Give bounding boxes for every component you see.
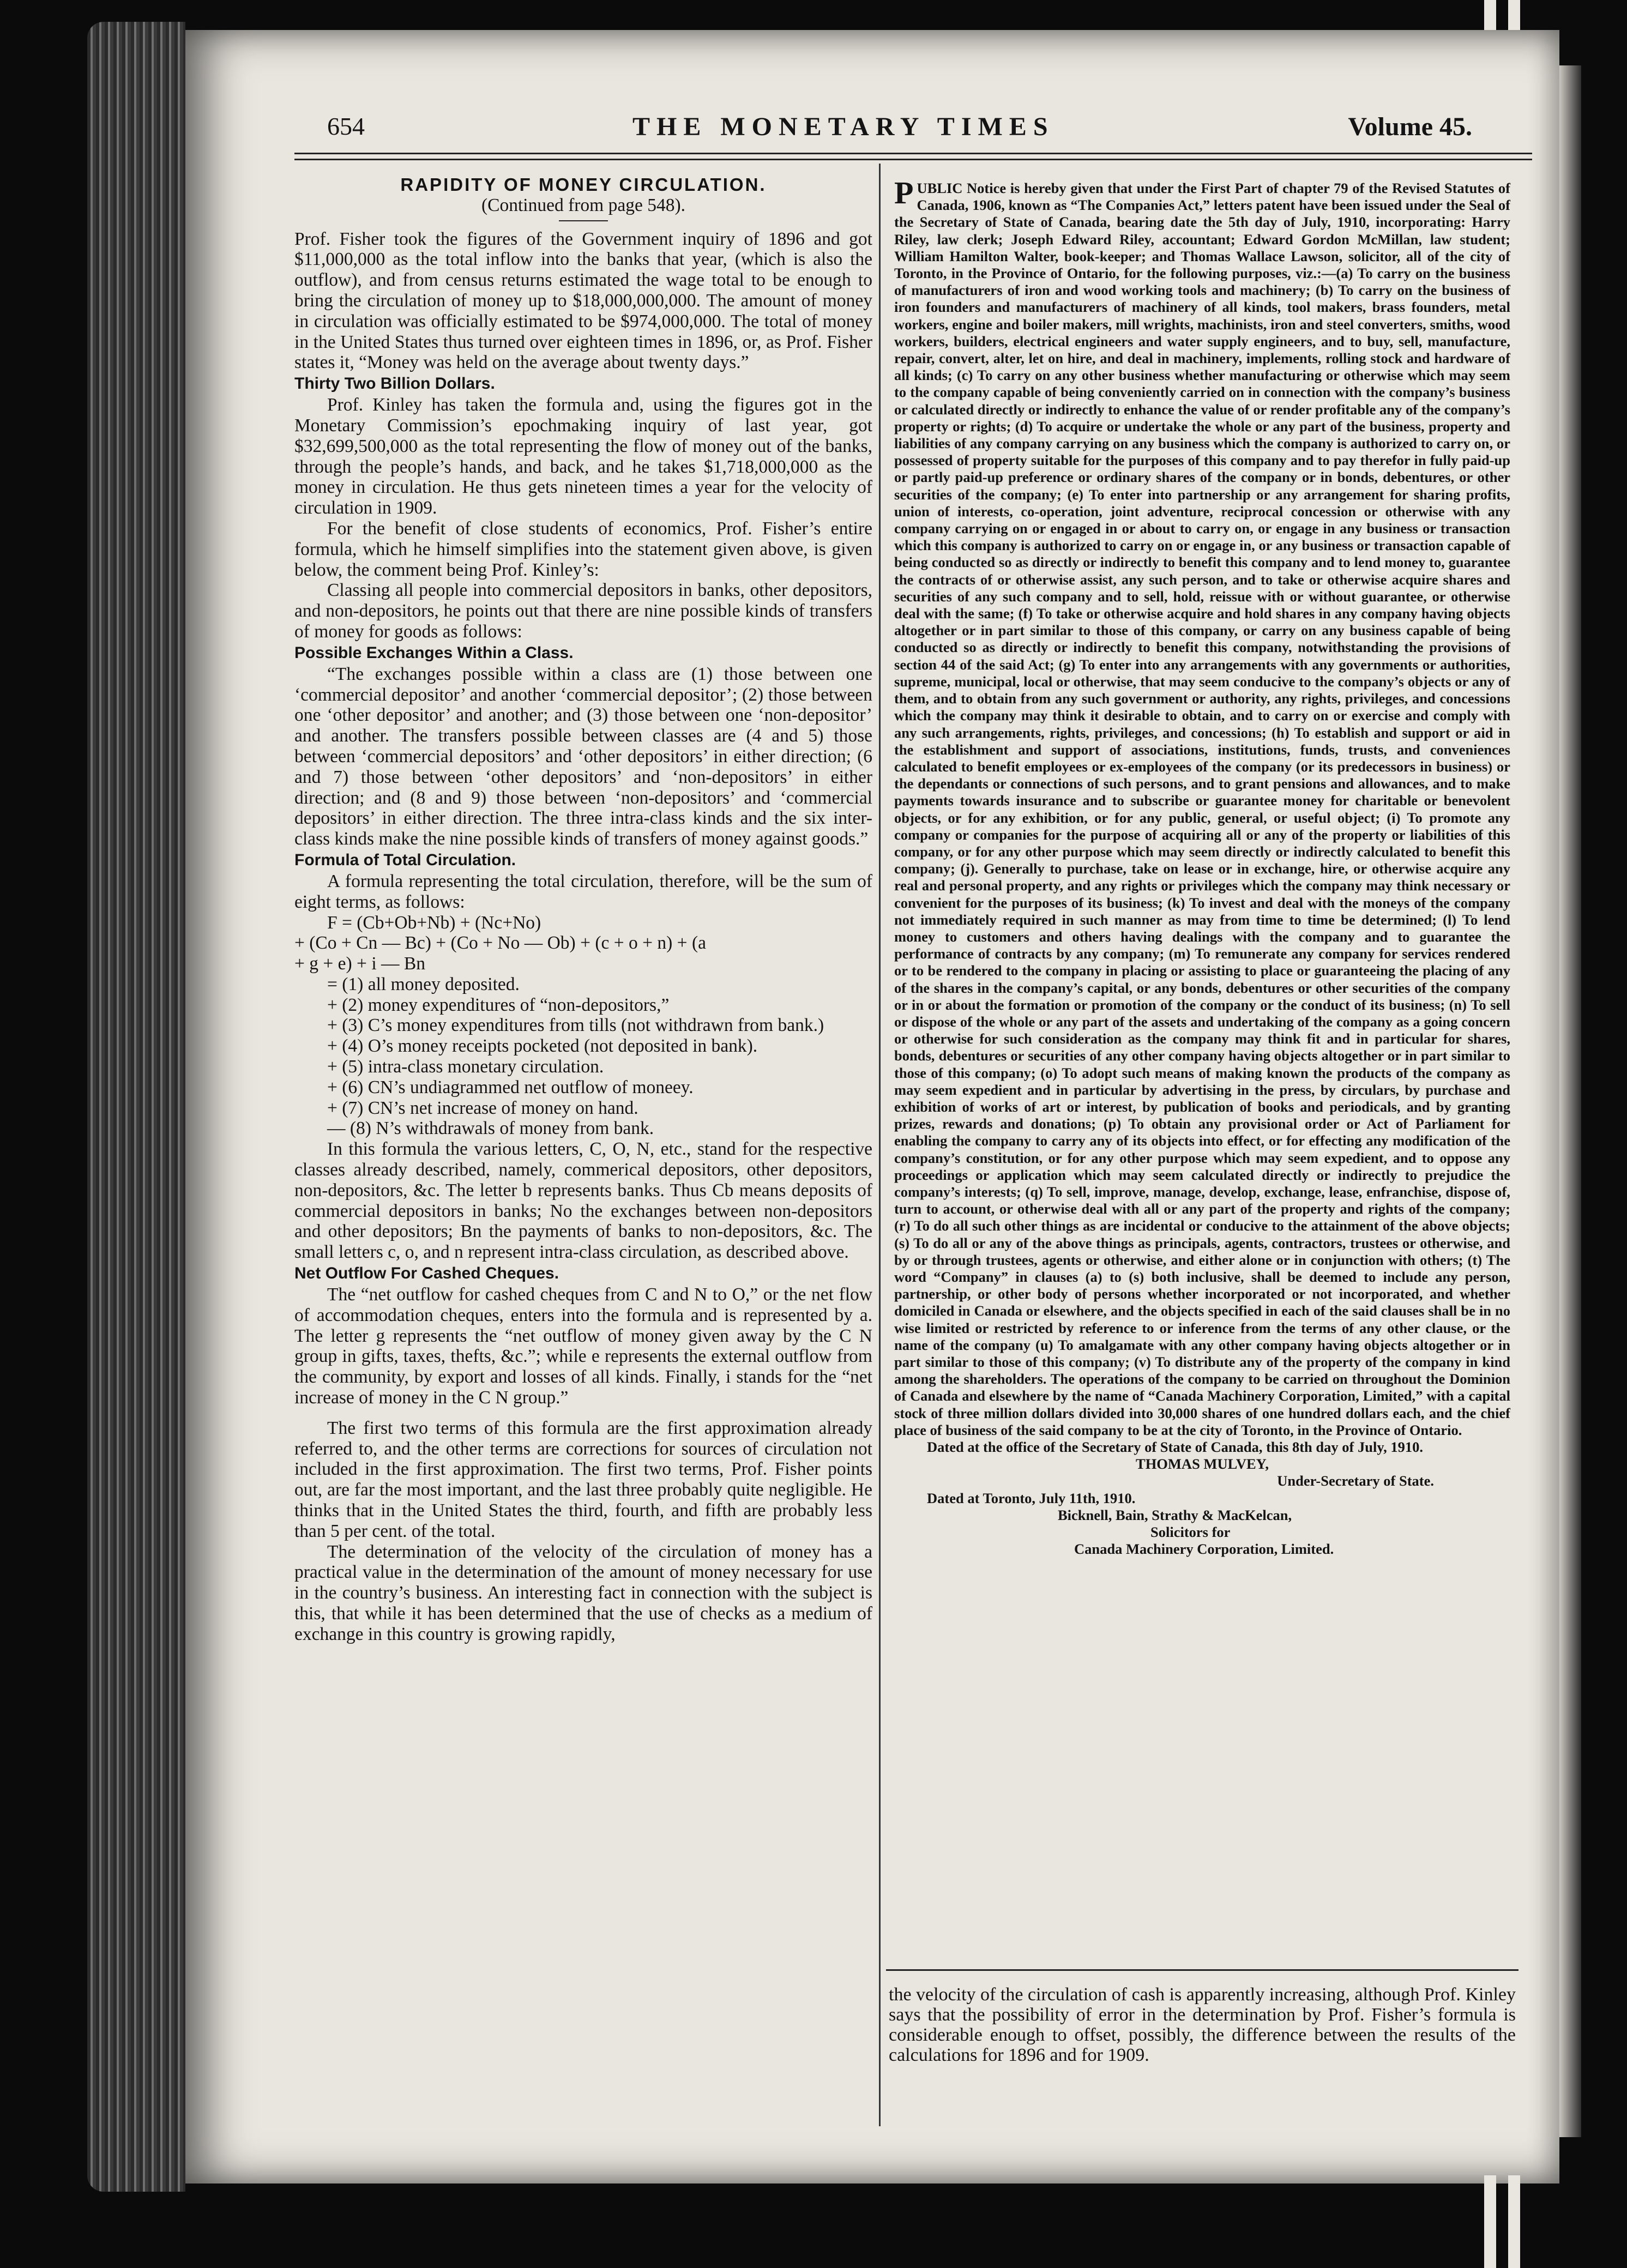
paragraph-classing: Classing all people into commercial depositors in banks, other depositors, and non-depositors, he points out that there are nine possible kinds of transfers of money for goods as follows: [294, 580, 872, 642]
formula-term: + (3) C’s money expenditures from tills (not withdrawn from bank.) [327, 1015, 824, 1036]
article-column [294, 174, 872, 1645]
scan-mark [1484, 2175, 1496, 2268]
page-number: 654 [327, 112, 365, 140]
paragraph-formula-intro: A formula representing the total circulation, therefore, will be the sum of eight terms, as follows: [294, 871, 872, 912]
title-rule [559, 220, 608, 221]
solicitor-firm: Bicknell, Bain, Strathy & MacKelcan, [1058, 1506, 1292, 1523]
book-spine-edge [87, 22, 185, 2192]
paragraph-benefit: For the benefit of close students of economics, Prof. Fisher’s entire formula, which he himself simplifies into the statement given above, is given below, the comment being Prof. Kinley’s: [294, 518, 872, 580]
notice-body [894, 175, 1510, 1439]
notice-dropcap: P [894, 175, 914, 210]
page-right-edge [1559, 65, 1581, 2137]
paragraph-kinley: Prof. Kinley has taken the formula and, using the figures got in the Monetary Commission’s epochmaking inquiry of last year, got $32,699,500,000 as the total representing the flow of money out of the banks, through the people’s hands, and back, and he takes $1,718,000,000 as the money in circulation. He thus gets nineteen times a year for the velocity of circulation in 1909. [294, 395, 872, 518]
formula-term: + (5) intra-class monetary circulation. [327, 1057, 604, 1077]
legal-notice [894, 175, 1510, 1558]
header-rule [294, 153, 1532, 160]
subheading-exchanges: Possible Exchanges Within a Class. [294, 643, 574, 662]
volume-label: Volume 45. [1348, 112, 1472, 141]
scan-mark [1484, 0, 1496, 30]
subheading-outflow: Net Outflow For Cashed Cheques. [294, 1264, 559, 1283]
formula-term: + (7) CN’s net increase of money on hand. [327, 1097, 638, 1118]
paragraph-intro: Prof. Fisher took the figures of the Government inquiry of 1896 and got $11,000,000 as the total inflow into the banks that year, (which is also the outflow), and from census returns estimated the wage total to be enough to bring the circulation of money up to $18,000,000,000. The amount of money in circulation was officially estimated to be $974,000,000. The total of money in the United States thus turned over eighteen times in 1896, or, as Prof. Fisher states it, “Money was held on the average about twenty days.” [294, 228, 872, 373]
formula-term: + (4) O’s money receipts pocketed (not deposited in bank). [327, 1036, 758, 1057]
article-title: RAPIDITY OF MONEY CIRCULATION. [400, 174, 767, 195]
paragraph-outflow: The “net outflow for cashed cheques from C and N to O,” or the net flow of accommodation cheques, enters into the formula and is represented by a. The letter g represents the “net outflow of money given away by the C N group in gifts, taxes, thefts, &c.”; while e represents the external outflow from the community, by export and losses of all kinds. Finally, i stands for the “net increase of money in the C N group.” [294, 1284, 872, 1408]
formula-term: + (6) CN’s undiagrammed net outflow of moneey. [327, 1077, 694, 1097]
formula-term: + (2) money expenditures of “non-depositors,” [327, 994, 670, 1015]
subheading-formula: Formula of Total Circulation. [294, 850, 516, 869]
paragraph-first-two: The first two terms of this formula are the first approximation already referred to, and the other terms are corrections for sources of circulation not included in the first approximation. The first two terms, Prof. Fisher points out, are far the most important, and the last three probably quite negligible. He thinks that in the United States the third, fourth, and fifth are probably less than 5 per cent. of the total. [294, 1417, 872, 1541]
running-header [327, 106, 1472, 155]
paragraph-determination: The determination of the velocity of the circulation of money has a practical value in the determination of the amount of money necessary for use in the country’s business. An interesting fact in connection with the subject is this, that while it has been determined that the use of checks as a medium of exchange in this country is growing rapidly, [294, 1541, 872, 1644]
formula-line: F = (Cb+Ob+Nb) + (Nc+No) [327, 912, 541, 933]
notice-dated-office: Dated at the office of the Secretary of State of Canada, this 8th day of July, 1910. [927, 1439, 1423, 1456]
continued-note: (Continued from page 548). [481, 195, 685, 215]
signatory-name: THOMAS MULVEY, [1136, 1456, 1269, 1473]
paragraph-letters: In this formula the various letters, C, O, N, etc., stand for the respective classes already described, namely, commerical depositors, other depositors, non-depositors, &c. The letter b represents banks. Thus Cb means deposits of commercial depositors in banks; No the exchanges between non-depositors and other depositors; Bn the payments of banks to non-depositors, &c. The small letters c, o, and n represent intra-class circulation, as described above. [294, 1139, 872, 1263]
notice-end-rule [886, 1969, 1518, 1971]
notice-text: UBLIC Notice is hereby given that under the First Part of chapter 79 of the Revised Statutes of Canada, 1906, known as “The Companies Act,” letters patent have been issued under the Seal of the Secretary of State of Canada, bearing date the 5th day of July, 1910, incorporating: Harry Riley, law clerk; Joseph Edward Riley, accountant; Edward Gordon McMillan, law student; William Hamilton Walter, book-keeper; and Thomas Wallace Lawson, solicitor, all of the city of Toronto, in the Province of Ontario, for the following purposes, viz.:—(a) To carry on the business of manufacturers of iron and wood working tools and machinery; (b) To carry on the business of iron founders and manufacturers of machinery of all kinds, tool makers, brass founders, metal workers, engine and boiler makers, mill wrights, machinists, iron and steel converters, smiths, wood workers, builders, electrical engineers and water supply engineers, and to buy, sell, manufacture, repair, convert, alter, let on hire, and deal in machinery, implements, rolling stock and hardware of all kinds; (c) To carry on any other business whether manufacturing or otherwise which may seem to the company capable of being conveniently carried on in connection with the company’s business or calculated directly or indirectly to enhance the value of or render profitable any of the company’s property or rights; (d) To acquire or undertake the whole or any part of the business, property and liabilities of any company carrying on any business which the company is authorized to carry on, or possessed of property suitable for the purposes of this company and to pay therefor in fully paid-up or partly paid-up preference or ordinary shares of the company or in bonds, debentures, or other securities of the company; (e) To enter into partnership or any arrangement for sharing profits, union of interests, co-operation, joint adventure, reciprocal concession or otherwise with any company carrying on or engaged in or about to carry on, or engage in any business or transaction which this company is authorized to carry on or engage in, or any business or transaction capable of being conducted so as directly or indirectly to benefit this company and to lend money to, guarantee the contracts of or otherwise assist, any such person, and to take or otherwise acquire shares and securities of any such company and to sell, hold, reissue with or without guarantee, or otherwise deal with the same; (f) To take or otherwise acquire and hold shares in any company having objects altogether or in part similar to those of this company, or carry on any business capable of being conducted so as directly or indirectly to benefit this company, notwithstanding the provisions of section 44 of the said Act; (g) To enter into any arrangements with any governments or authorities, supreme, municipal, local or otherwise, that may seem conducive to the company’s objects or any of them, and to obtain from any such government or authority, any rights, privileges, and concessions which the company may think it desirable to obtain, and to carry on or exercise and comply with any such arrangements, rights, privileges, and concessions; (h) To establish and support or aid in the establishment and support of associations, institutions, funds, trusts, and conveniences calculated to benefit employees or ex-employees of the company (or its predecessors in business) or the dependants or connections of such persons, and to grant pensions and allowances, and to make payments towards insurance and to subscribe or guarantee money for charitable or benevolent objects, or for any exhibition, or for any public, general, or useful object; (i) To promote any company or companies for the purpose of acquiring all or any of the property or liabilities of this company, or for any other purpose which may seem directly or indirectly calculated to benefit this company; (j). Generally to purchase, take on lease or in exchange, hire, or otherwise acquire any real and personal property, and any rights or privileges which the company may think necessary or convenient for the purposes of its business; (k) To invest and deal with the moneys of the company not immediately required in such manner as may from time to time be determined; (l) To lend money to customers and others having dealings with the company and to guarantee the performance of contracts by any company; (m) To remunerate any company for services rendered or to be rendered to the company in placing or assisting to place or guaranteeing the placing of any of the shares in the company’s capital, or any bonds, debentures or other securities of the company or in or about the formation or promotion of the company or the conduct of its business; (n) To sell or dispose of the whole or any part of the assets and undertaking of the company as a going concern or otherwise for such consideration as the company may think fit and in particular for shares, bonds, debentures or securities of any other company having objects altogether or in part similar to those of this company; (o) To adopt such means of making known the products of the company as may seem expedient and in particular by advertising in the press, by circulars, by purchase and exhibition of works of art or interest, by publication of books and periodicals, and by granting prizes, rewards and donations; (p) To obtain any provisional order or Act of Parliament for enabling the company to carry any of its objects into effect, or for effecting any modification of the company’s constitution, or for any other purpose which may seem expedient, and to oppose any proceedings or application which may seem calculated directly or indirectly to prejudice the company’s interests; (q) To sell, improve, manage, develop, exchange, lease, enfranchise, dispose of, turn to account, or otherwise deal with all or any part of the property and rights of the company; (r) To do all such other things as are incidental or conducive to the attainment of the above objects; (s) To do all or any of the above things as principals, agents, contractors, trustees or otherwise, and by or through trustees, agents or otherwise, and either alone or in conjunction with others; (t) The word “Company” in clauses (a) to (s) both inclusive, shall be deemed to include any person, partnership, or other body of persons whether incorporated or not incorporated, and whether domiciled in Canada or elsewhere, and the objects specified in each of the said clauses shall be in no wise limited or restricted by reference to or inference from the terms of any other clause, or the name of the company (u) To amalgamate with any other company having objects altogether or in part similar to those of this company; (v) To distribute any of the property of the company in kind among the shareholders. The operations of the company to be carried on throughout the Dominion of Canada and elsewhere by the name of “Canada Machinery Corporation, Limited,” with a capital stock of three million dollars divided into 30,000 shares of one hundred dollars each, and the chief place of business of the said company to be at the city of Toronto, in the Province of Ontario. [894, 180, 1510, 1438]
formula-term: — (8) N’s withdrawals of money from bank. [327, 1118, 654, 1139]
formula-term: = (1) all money deposited. [327, 974, 520, 994]
scan-mark [1508, 0, 1520, 30]
paragraph-exchanges: “The exchanges possible within a class are (1) those between one ‘commercial depositor’ and another ‘commercial depositor’; (2) those between one ‘other depositor’ and another; and (3) those between one ‘non-depositor’ and another. The transfers possible between classes are (4 and 5) those between ‘commercial depositors’ and ‘other depositors’ in either direction; (6 and 7) those between ‘other depositors’ and ‘non-depositors’ in either direction; and (8 and 9) those between ‘non-depositors’ and ‘commercial depositors’ in either direction. The three intra-class kinds and the six inter-class kinds make the nine possible kinds of transfers of money against goods.” [294, 663, 872, 849]
solicitors-label: Solicitors for [1150, 1524, 1231, 1541]
subheading-billion: Thirty Two Billion Dollars. [294, 375, 495, 393]
company-name: Canada Machinery Corporation, Limited. [1074, 1541, 1334, 1558]
article-continuation: the velocity of the circulation of cash is apparently increasing, although Prof. Kinley says that the possibility of error in the determination by Prof. Fisher’s formula is considerable enough to offset, possibly, the difference between the results of the calculations for 1896 and for 1909. [889, 1984, 1516, 2065]
publication-title: THE MONETARY TIMES [632, 112, 1054, 141]
signatory-title: Under-Secretary of State. [1277, 1473, 1434, 1489]
formula-line: + g + e) + i — Bn [294, 954, 425, 974]
notice-dated-toronto: Dated at Toronto, July 11th, 1910. [927, 1489, 1136, 1506]
column-divider [879, 164, 881, 2126]
scan-mark [1508, 2175, 1520, 2268]
formula-line: + (Co + Cn — Bc) + (Co + No — Ob) + (c + o + n) + (a [294, 933, 706, 954]
